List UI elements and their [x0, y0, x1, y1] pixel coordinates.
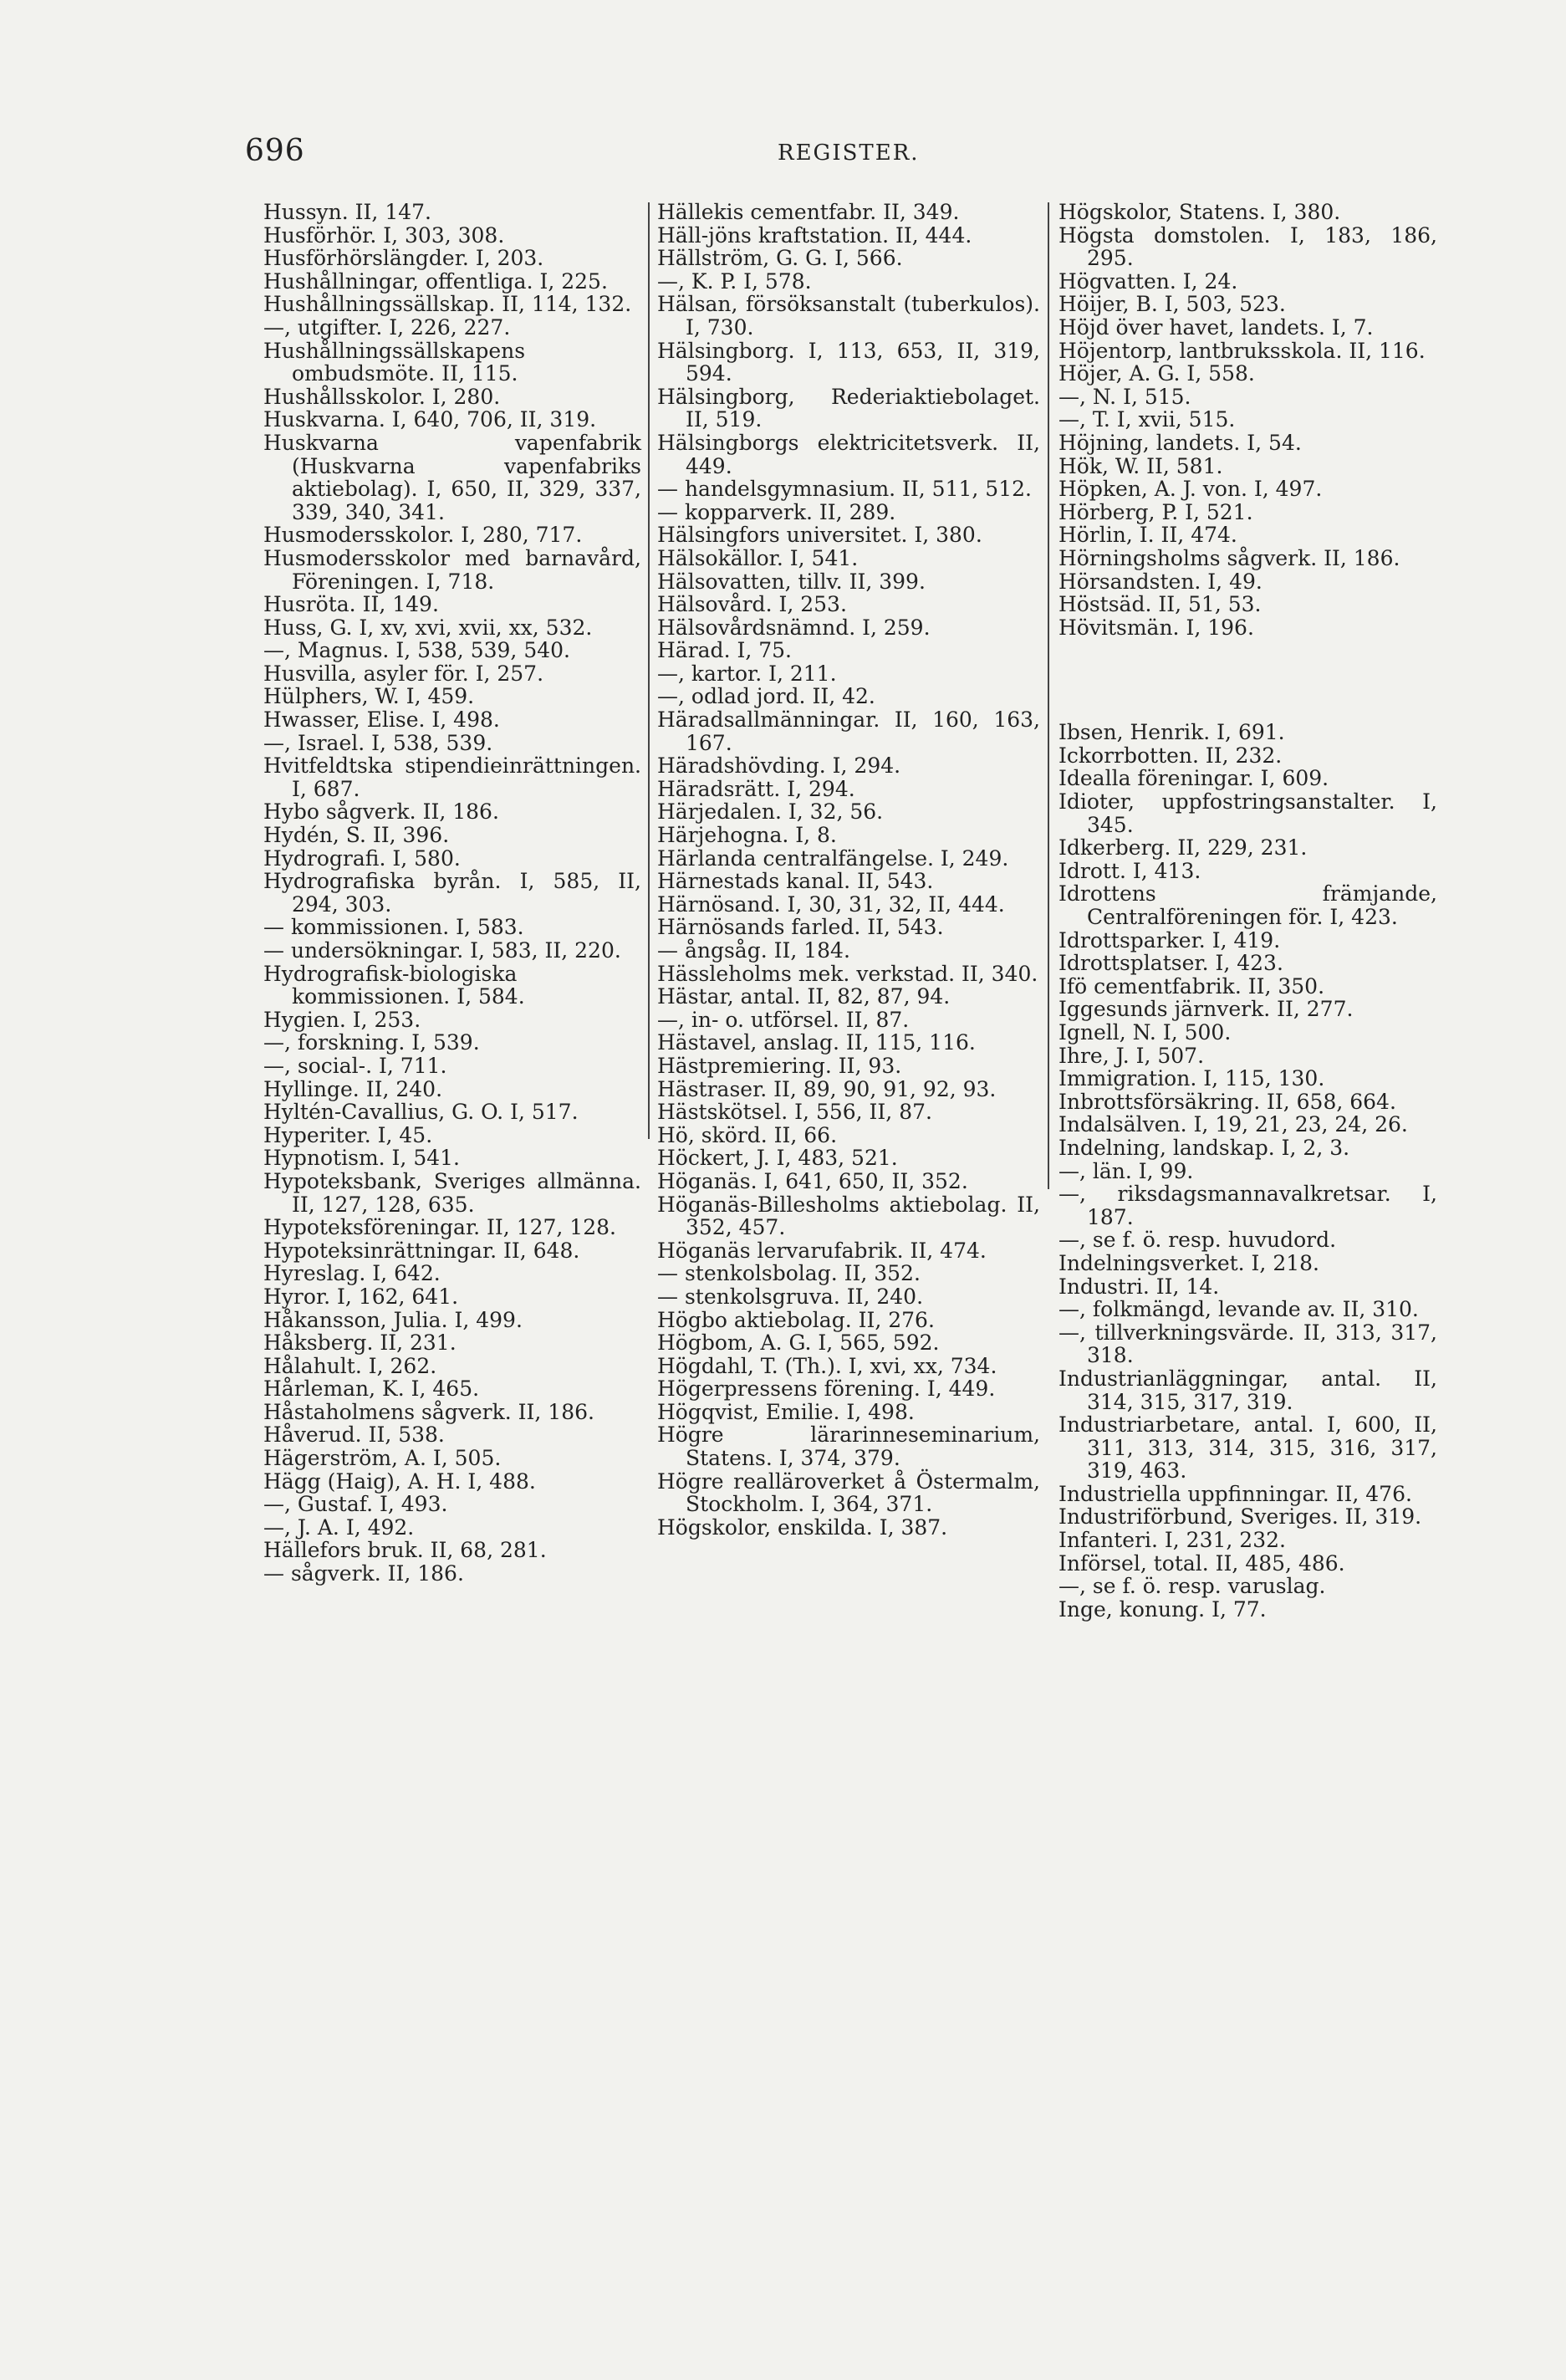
- index-entry: Hypoteksinrättningar. II, 648.: [263, 1238, 580, 1263]
- index-entry: Indelning, landskap. I, 2, 3.: [1058, 1135, 1350, 1160]
- index-entry: Husröta. II, 149.: [263, 592, 439, 617]
- index-entry: Industriförbund, Sveriges. II, 319.: [1058, 1504, 1422, 1530]
- index-entry: Hwasser, Elise. I, 498.: [263, 707, 500, 733]
- index-entry: Härnösand. I, 30, 31, 32, II, 444.: [657, 891, 1005, 917]
- index-entry: Högskolor, enskilda. I, 387.: [657, 1514, 948, 1540]
- index-entry: Härjehogna. I, 8.: [657, 823, 837, 848]
- index-entry: —, riksdagsmannavalkretsar. I, 187.: [1058, 1182, 1437, 1229]
- index-entry: Hö, skörd. II, 66.: [657, 1122, 838, 1147]
- index-entry: Håstaholmens sågverk. II, 186.: [263, 1399, 594, 1424]
- index-entry: Hyreslag. I, 642.: [263, 1261, 441, 1286]
- index-entry: Hässleholms mek. verkstad. II, 340.: [657, 961, 1038, 986]
- index-entry: — stenkolsgruva. II, 240.: [657, 1284, 924, 1309]
- index-entry: Häradsrätt. I, 294.: [657, 776, 855, 801]
- index-entry: Hydén, S. II, 396.: [263, 823, 450, 848]
- index-entry: Industriella uppfinningar. II, 476.: [1058, 1481, 1412, 1506]
- index-entry: Hypoteksföreningar. II, 127, 128.: [263, 1215, 616, 1240]
- index-entry: Hypoteksbank, Sveriges allmänna. II, 127, 128, 635.: [263, 1168, 641, 1217]
- index-entry: Idrottsparker. I, 419.: [1058, 927, 1281, 953]
- index-entry: Huskvarna. I, 640, 706, II, 319.: [263, 407, 597, 432]
- index-entry: Hägg (Haig), A. H. I, 488.: [263, 1468, 536, 1494]
- index-entry: Håverud. II, 538.: [263, 1422, 445, 1448]
- index-entry: Högbo aktiebolag. II, 276.: [657, 1307, 935, 1332]
- index-entry: Husmodersskolor med barnavård, Föreningen. I, 718.: [263, 545, 641, 594]
- index-column-3: [1058, 201, 1437, 1621]
- index-entry: Höjd över havet, landets. I, 7.: [1058, 314, 1374, 340]
- index-entry: Hyperiter. I, 45.: [263, 1122, 433, 1147]
- index-entry: Hyror. I, 162, 641.: [263, 1284, 459, 1309]
- index-entry: — sågverk. II, 186.: [263, 1561, 464, 1586]
- index-entry: — ångsåg. II, 184.: [657, 938, 850, 963]
- index-entry: —, folkmängd, levande av. II, 310.: [1058, 1297, 1419, 1322]
- index-entry: —, län. I, 99.: [1058, 1158, 1194, 1183]
- index-entry: Hydrografisk-biologiska kommissionen. I, 584.: [263, 961, 525, 1009]
- running-head: REGISTER.: [778, 140, 920, 166]
- index-entry: —, J. A. I, 492.: [263, 1514, 415, 1540]
- index-entry: Härad. I, 75.: [657, 638, 792, 663]
- index-entry: Hälsingborg, Rederiaktiebolaget. II, 519.: [657, 384, 1040, 432]
- letter-group-gap: [1058, 639, 1437, 721]
- index-entry: Höijer, B. I, 503, 523.: [1058, 292, 1286, 317]
- index-entry: Häradsallmänningar. II, 160, 163, 167.: [657, 707, 1040, 755]
- index-entry: Hällström, G. G. I, 566.: [657, 246, 903, 271]
- index-entry: Industriarbetare, antal. I, 600, II, 311, 313, 314, 315, 316, 317, 319, 463.: [1058, 1412, 1437, 1484]
- column-divider: [648, 202, 650, 1139]
- index-entry: Inge, konung. I, 77.: [1058, 1596, 1267, 1622]
- index-entry: —, utgifter. I, 226, 227.: [263, 314, 511, 340]
- index-entry: —, Gustaf. I, 493.: [263, 1492, 448, 1517]
- index-entry: Hälsingborgs elektricitetsverk. II, 449.: [657, 430, 1040, 478]
- index-entry: Härnösands farled. II, 543.: [657, 915, 944, 940]
- index-entry: —, N. I, 515.: [1058, 384, 1191, 409]
- column-divider: [1048, 202, 1049, 1189]
- index-entry: Högbom, A. G. I, 565, 592.: [657, 1330, 940, 1356]
- index-entry: Hästavel, anslag. II, 115, 116.: [657, 1030, 976, 1055]
- index-entry: Ihre, J. I, 507.: [1058, 1043, 1205, 1068]
- index-entry: —, Magnus. I, 538, 539, 540.: [263, 638, 570, 663]
- index-entry: Höjentorp, lantbruksskola. II, 116.: [1058, 338, 1426, 363]
- index-entry: Högre lärarinneseminarium, Statens. I, 374, 379.: [657, 1422, 1040, 1471]
- index-entry: Ibsen, Henrik. I, 691.: [1058, 720, 1285, 745]
- index-entry: Höganäs lervarufabrik. II, 474.: [657, 1238, 987, 1263]
- index-entry: Hårleman, K. I, 465.: [263, 1376, 480, 1402]
- index-entry: Hästpremiering. II, 93.: [657, 1053, 902, 1078]
- index-entry: —, social-. I, 711.: [263, 1053, 447, 1078]
- index-entry: Immigration. I, 115, 130.: [1058, 1066, 1325, 1091]
- index-entry: Hälsovård. I, 253.: [657, 592, 847, 617]
- index-entry: Industrianläggningar, antal. II, 314, 315, 317, 319.: [1058, 1366, 1437, 1414]
- index-entry: —, K. P. I, 578.: [657, 268, 812, 294]
- index-entry: Högskolor, Statens. I, 380.: [1058, 200, 1341, 224]
- index-entry: Ifö cementfabrik. II, 350.: [1058, 973, 1325, 998]
- index-entry: Huskvarna vapenfabrik (Huskvarna vapenfabriks aktiebolag). I, 650, II, 329, 337, 339, 340, 341.: [263, 430, 641, 524]
- index-entry: — stenkolsbolag. II, 352.: [657, 1261, 921, 1286]
- index-entry: Härjedalen. I, 32, 56.: [657, 799, 884, 825]
- index-entry: Hörberg, P. I, 521.: [1058, 499, 1253, 524]
- index-entry: Iggesunds järnverk. II, 277.: [1058, 997, 1354, 1022]
- index-column-2: [657, 201, 1040, 1539]
- index-entry: Hägerström, A. I, 505.: [263, 1446, 502, 1471]
- index-entry: Huss, G. I, xv, xvi, xvii, xx, 532.: [263, 615, 593, 640]
- index-entry: Idkerberg. II, 229, 231.: [1058, 835, 1308, 861]
- index-entry: Inbrottsförsäkring. II, 658, 664.: [1058, 1089, 1396, 1114]
- index-entry: Hushållningar, offentliga. I, 225.: [263, 268, 608, 294]
- index-column-1: [263, 201, 641, 1586]
- index-entry: Idrottens främjande, Centralföreningen för. I, 423.: [1058, 881, 1437, 930]
- index-entry: Husförhörslängder. I, 203.: [263, 246, 544, 271]
- index-entry: —, T. I, xvii, 515.: [1058, 407, 1236, 432]
- index-entry: —, se f. ö. resp. huvudord.: [1058, 1228, 1337, 1253]
- index-entry: Hushållningssällskap. II, 114, 132.: [263, 292, 632, 317]
- index-entry: Hushållsskolor. I, 280.: [263, 384, 501, 409]
- index-entry: Införsel, total. II, 485, 486.: [1058, 1550, 1345, 1576]
- index-entry: Indelningsverket. I, 218.: [1058, 1250, 1319, 1275]
- index-entry: Hörlin, I. II, 474.: [1058, 523, 1237, 548]
- index-entry: Hyllinge. II, 240.: [263, 1076, 443, 1101]
- index-entry: Idrott. I, 413.: [1058, 858, 1201, 883]
- index-entry: Hästar, antal. II, 82, 87, 94.: [657, 984, 951, 1009]
- index-entry: Hypnotism. I, 541.: [263, 1146, 460, 1171]
- index-entry: Hälsovatten, tillv. II, 399.: [657, 569, 926, 594]
- index-entry: Hällekis cementfabr. II, 349.: [657, 200, 960, 224]
- index-entry: Hästraser. II, 89, 90, 91, 92, 93.: [657, 1076, 997, 1101]
- index-entry: Hälsingborg. I, 113, 653, II, 319, 594.: [657, 338, 1040, 386]
- index-entry: Högre realläroverket å Östermalm, Stockholm. I, 364, 371.: [657, 1468, 1040, 1517]
- index-entry: Hök, W. II, 581.: [1058, 453, 1223, 478]
- index-entry: —, kartor. I, 211.: [657, 661, 837, 686]
- index-entry: Höganäs-Billesholms aktiebolag. II, 352, 457.: [657, 1192, 1040, 1240]
- index-entry: Hästskötsel. I, 556, II, 87.: [657, 1100, 932, 1125]
- index-entry: Idrottsplatser. I, 423.: [1058, 951, 1283, 976]
- index-entry: —, forskning. I, 539.: [263, 1030, 480, 1055]
- index-entry: Ickorrbotten. II, 232.: [1058, 743, 1283, 768]
- index-entry: Höstsäd. II, 51, 53.: [1058, 592, 1262, 617]
- index-entry: Hälsokällor. I, 541.: [657, 545, 859, 570]
- index-entry: Hvitfeldtska stipendieinrättningen. I, 687.: [263, 753, 641, 801]
- index-entry: Hålahult. I, 262.: [263, 1353, 437, 1378]
- index-entry: Högerpressens förening. I, 449.: [657, 1376, 996, 1402]
- index-entry: — handelsgymnasium. II, 511, 512.: [657, 477, 1032, 502]
- index-entry: —, Israel. I, 538, 539.: [263, 730, 493, 755]
- index-entry: Hällefors bruk. II, 68, 281.: [263, 1538, 547, 1563]
- index-entry: Håksberg. II, 231.: [263, 1330, 457, 1356]
- index-entry: Höpken, A. J. von. I, 497.: [1058, 477, 1323, 502]
- index-entry: Häradshövding. I, 294.: [657, 753, 901, 779]
- index-entry: Hälsovårdsnämnd. I, 259.: [657, 615, 931, 640]
- index-entry: Hushållningssällskapens ombudsmöte. II, 115.: [263, 338, 526, 386]
- index-entry: Indalsälven. I, 19, 21, 23, 24, 26.: [1058, 1112, 1408, 1137]
- index-entry: Husvilla, asyler för. I, 257.: [263, 661, 544, 686]
- index-entry: — kommissionen. I, 583.: [263, 915, 524, 940]
- index-entry: Hövitsmän. I, 196.: [1058, 615, 1254, 640]
- index-entry: Högqvist, Emilie. I, 498.: [657, 1399, 915, 1424]
- index-entry: Husförhör. I, 303, 308.: [263, 222, 505, 248]
- index-entry: Ignell, N. I, 500.: [1058, 1020, 1232, 1044]
- index-entry: Industri. II, 14.: [1058, 1274, 1220, 1299]
- index-entry: Höjning, landets. I, 54.: [1058, 430, 1302, 455]
- index-entry: Håkansson, Julia. I, 499.: [263, 1307, 523, 1332]
- index-entry: Hörsandsten. I, 49.: [1058, 569, 1262, 594]
- index-entry: Husmodersskolor. I, 280, 717.: [263, 523, 583, 548]
- index-entry: Hygien. I, 253.: [263, 1007, 421, 1032]
- index-entry: Hydrografiska byrån. I, 585, II, 294, 303.: [263, 869, 641, 917]
- index-entry: —, in- o. utförsel. II, 87.: [657, 1007, 910, 1032]
- index-entry: Idealla föreningar. I, 609.: [1058, 766, 1329, 791]
- index-entry: Hülphers, W. I, 459.: [263, 684, 475, 709]
- index-entry: Hyltén-Cavallius, G. O. I, 517.: [263, 1100, 579, 1125]
- index-entry: — kopparverk. II, 289.: [657, 499, 896, 524]
- index-entry: —, odlad jord. II, 42.: [657, 684, 875, 709]
- index-entry: —, tillverkningsvärde. II, 313, 317, 318.: [1058, 1320, 1437, 1368]
- index-entry: Härlanda centralfängelse. I, 249.: [657, 845, 1009, 871]
- index-entry: Hörningsholms sågverk. II, 186.: [1058, 545, 1400, 570]
- index-entry: Högsta domstolen. I, 183, 186, 295.: [1058, 222, 1437, 271]
- index-entry: Höckert, J. I, 483, 521.: [657, 1146, 898, 1171]
- index-entry: Härnestads kanal. II, 543.: [657, 869, 934, 894]
- index-entry: —, se f. ö. resp. varuslag.: [1058, 1574, 1326, 1599]
- index-entry: Infanteri. I, 231, 232.: [1058, 1528, 1286, 1553]
- page-number: 696: [245, 134, 305, 168]
- index-entry: Hybo sågverk. II, 186.: [263, 799, 499, 825]
- index-entry: — undersökningar. I, 583, II, 220.: [263, 938, 621, 963]
- index-entry: Högvatten. I, 24.: [1058, 268, 1238, 294]
- index-entry: Idioter, uppfostringsanstalter. I, 345.: [1058, 789, 1437, 837]
- index-entry: Hälsan, försöksanstalt (tuberkulos). I, 730.: [657, 292, 1040, 340]
- index-entry: Hälsingfors universitet. I, 380.: [657, 523, 982, 548]
- index-entry: Häll-jöns kraftstation. II, 444.: [657, 222, 972, 248]
- index-entry: Högdahl, T. (Th.). I, xvi, xx, 734.: [657, 1353, 997, 1378]
- index-entry: Hydrografi. I, 580.: [263, 845, 461, 871]
- index-entry: Höjer, A. G. I, 558.: [1058, 361, 1255, 386]
- index-entry: Höganäs. I, 641, 650, II, 352.: [657, 1168, 968, 1193]
- index-entry: Hussyn. II, 147.: [263, 200, 431, 224]
